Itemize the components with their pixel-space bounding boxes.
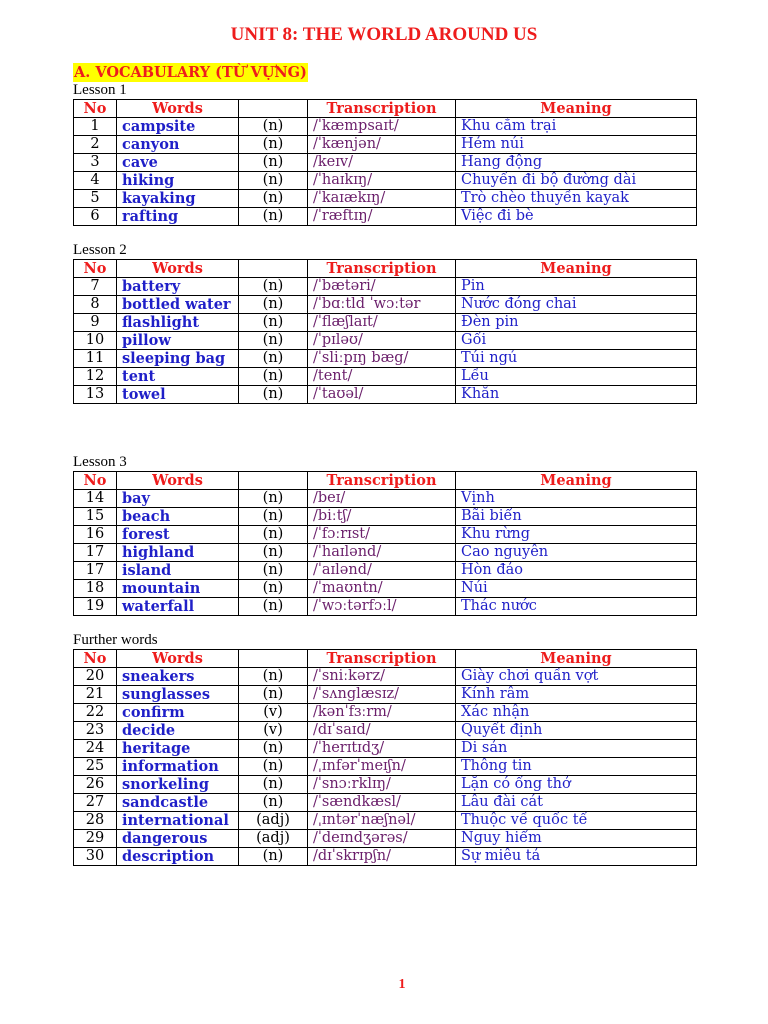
transcription: /beɪ/ bbox=[308, 490, 456, 508]
transcription: /kənˈfɜːrm/ bbox=[308, 704, 456, 722]
table-row bbox=[74, 562, 697, 580]
row-number: 26 bbox=[74, 776, 117, 794]
header-no: No bbox=[74, 650, 117, 668]
lesson-3-label: Lesson 3 bbox=[73, 454, 127, 470]
row-number: 19 bbox=[74, 598, 117, 616]
header-no: No bbox=[74, 100, 117, 118]
row-number: 14 bbox=[74, 490, 117, 508]
vocab-word: decide bbox=[117, 722, 239, 740]
header-row bbox=[74, 472, 697, 490]
transcription: /ˈherɪtɪdʒ/ bbox=[308, 740, 456, 758]
part-of-speech: (n) bbox=[239, 686, 308, 704]
table-row bbox=[74, 490, 697, 508]
vocab-word: sunglasses bbox=[117, 686, 239, 704]
row-number: 29 bbox=[74, 830, 117, 848]
vocab-word: hiking bbox=[117, 172, 239, 190]
table-row bbox=[74, 154, 697, 172]
meaning: Vịnh bbox=[456, 490, 697, 508]
transcription: /ˈpɪləʊ/ bbox=[308, 332, 456, 350]
meaning: Việc đi bè bbox=[456, 208, 697, 226]
part-of-speech: (v) bbox=[239, 704, 308, 722]
section-heading: A. VOCABULARY (TỪ VỰNG) bbox=[74, 64, 307, 81]
transcription: /ˈsændkæsl/ bbox=[308, 794, 456, 812]
table-row bbox=[74, 526, 697, 544]
header-row bbox=[74, 100, 697, 118]
part-of-speech: (n) bbox=[239, 668, 308, 686]
row-number: 7 bbox=[74, 278, 117, 296]
header-transcription: Transcription bbox=[308, 472, 456, 490]
meaning: Khăn bbox=[456, 386, 697, 404]
part-of-speech: (n) bbox=[239, 208, 308, 226]
table-row bbox=[74, 278, 697, 296]
vocab-word: description bbox=[117, 848, 239, 866]
row-number: 22 bbox=[74, 704, 117, 722]
meaning: Nguy hiểm bbox=[456, 830, 697, 848]
vocab-word: tent bbox=[117, 368, 239, 386]
table-row bbox=[74, 722, 697, 740]
row-number: 23 bbox=[74, 722, 117, 740]
meaning: Thông tin bbox=[456, 758, 697, 776]
header-words: Words bbox=[117, 260, 239, 278]
part-of-speech: (n) bbox=[239, 848, 308, 866]
row-number: 10 bbox=[74, 332, 117, 350]
transcription: /ˈræftɪŋ/ bbox=[308, 208, 456, 226]
table-row bbox=[74, 740, 697, 758]
header-meaning: Meaning bbox=[456, 260, 697, 278]
meaning: Đèn pin bbox=[456, 314, 697, 332]
transcription: /ˌɪntərˈnæʃnəl/ bbox=[308, 812, 456, 830]
table-row bbox=[74, 296, 697, 314]
meaning: Kính râm bbox=[456, 686, 697, 704]
meaning: Xác nhận bbox=[456, 704, 697, 722]
table-row bbox=[74, 136, 697, 154]
row-number: 4 bbox=[74, 172, 117, 190]
table-row bbox=[74, 598, 697, 616]
part-of-speech: (v) bbox=[239, 722, 308, 740]
part-of-speech: (adj) bbox=[239, 812, 308, 830]
meaning: Sự miêu tả bbox=[456, 848, 697, 866]
part-of-speech: (n) bbox=[239, 580, 308, 598]
transcription: /tent/ bbox=[308, 368, 456, 386]
header-pos bbox=[239, 100, 308, 118]
row-number: 30 bbox=[74, 848, 117, 866]
table-row bbox=[74, 208, 697, 226]
meaning: Bãi biển bbox=[456, 508, 697, 526]
vocab-word: beach bbox=[117, 508, 239, 526]
vocab-word: canyon bbox=[117, 136, 239, 154]
meaning: Lâu đài cát bbox=[456, 794, 697, 812]
meaning: Khu rừng bbox=[456, 526, 697, 544]
vocab-word: highland bbox=[117, 544, 239, 562]
vocab-word: mountain bbox=[117, 580, 239, 598]
vocab-word: international bbox=[117, 812, 239, 830]
meaning: Gối bbox=[456, 332, 697, 350]
part-of-speech: (n) bbox=[239, 386, 308, 404]
transcription: /ˈbætəri/ bbox=[308, 278, 456, 296]
vocab-word: confirm bbox=[117, 704, 239, 722]
table-row bbox=[74, 386, 697, 404]
transcription: /ˈhaɪlənd/ bbox=[308, 544, 456, 562]
row-number: 21 bbox=[74, 686, 117, 704]
header-meaning: Meaning bbox=[456, 650, 697, 668]
meaning: Giày chơi quần vợt bbox=[456, 668, 697, 686]
row-number: 25 bbox=[74, 758, 117, 776]
row-number: 1 bbox=[74, 118, 117, 136]
row-number: 27 bbox=[74, 794, 117, 812]
meaning: Pin bbox=[456, 278, 697, 296]
header-meaning: Meaning bbox=[456, 100, 697, 118]
part-of-speech: (n) bbox=[239, 776, 308, 794]
table-row bbox=[74, 544, 697, 562]
part-of-speech: (n) bbox=[239, 118, 308, 136]
vocab-word: flashlight bbox=[117, 314, 239, 332]
vocab-word: dangerous bbox=[117, 830, 239, 848]
row-number: 11 bbox=[74, 350, 117, 368]
transcription: /ˈflæʃlaɪt/ bbox=[308, 314, 456, 332]
header-words: Words bbox=[117, 650, 239, 668]
row-number: 18 bbox=[74, 580, 117, 598]
header-words: Words bbox=[117, 472, 239, 490]
transcription: /ˈhaɪkɪŋ/ bbox=[308, 172, 456, 190]
vocab-word: rafting bbox=[117, 208, 239, 226]
table-row bbox=[74, 686, 697, 704]
vocab-word: battery bbox=[117, 278, 239, 296]
table-row bbox=[74, 332, 697, 350]
row-number: 12 bbox=[74, 368, 117, 386]
header-row bbox=[74, 260, 697, 278]
vocab-word: campsite bbox=[117, 118, 239, 136]
meaning: Túi ngủ bbox=[456, 350, 697, 368]
lesson-2-label: Lesson 2 bbox=[73, 242, 127, 258]
meaning: Lặn có ống thở bbox=[456, 776, 697, 794]
part-of-speech: (n) bbox=[239, 526, 308, 544]
meaning: Hang động bbox=[456, 154, 697, 172]
part-of-speech: (n) bbox=[239, 314, 308, 332]
vocab-word: bay bbox=[117, 490, 239, 508]
header-transcription: Transcription bbox=[308, 650, 456, 668]
meaning: Di sản bbox=[456, 740, 697, 758]
table-row bbox=[74, 190, 697, 208]
transcription: /ˌɪnfərˈmeɪʃn/ bbox=[308, 758, 456, 776]
part-of-speech: (n) bbox=[239, 758, 308, 776]
row-number: 16 bbox=[74, 526, 117, 544]
table-row bbox=[74, 848, 697, 866]
transcription: /dɪˈskrɪpʃn/ bbox=[308, 848, 456, 866]
meaning: Khu cắm trại bbox=[456, 118, 697, 136]
meaning: Chuyến đi bộ đường dài bbox=[456, 172, 697, 190]
vocab-word: waterfall bbox=[117, 598, 239, 616]
table-row bbox=[74, 794, 697, 812]
row-number: 9 bbox=[74, 314, 117, 332]
row-number: 28 bbox=[74, 812, 117, 830]
transcription: /ˈkaɪækɪŋ/ bbox=[308, 190, 456, 208]
transcription: /ˈkæmpsaɪt/ bbox=[308, 118, 456, 136]
row-number: 3 bbox=[74, 154, 117, 172]
meaning: Hẻm núi bbox=[456, 136, 697, 154]
table-row bbox=[74, 776, 697, 794]
lesson-1-label: Lesson 1 bbox=[73, 82, 127, 98]
page-title: UNIT 8: THE WORLD AROUND US bbox=[230, 24, 538, 45]
vocab-word: heritage bbox=[117, 740, 239, 758]
transcription: /ˈwɔːtərfɔːl/ bbox=[308, 598, 456, 616]
header-pos bbox=[239, 650, 308, 668]
part-of-speech: (n) bbox=[239, 136, 308, 154]
vocab-word: sleeping bag bbox=[117, 350, 239, 368]
meaning: Quyết định bbox=[456, 722, 697, 740]
meaning: Trò chèo thuyền kayak bbox=[456, 190, 697, 208]
vocab-word: island bbox=[117, 562, 239, 580]
part-of-speech: (adj) bbox=[239, 830, 308, 848]
row-number: 20 bbox=[74, 668, 117, 686]
transcription: /ˈaɪlənd/ bbox=[308, 562, 456, 580]
header-meaning: Meaning bbox=[456, 472, 697, 490]
header-no: No bbox=[74, 472, 117, 490]
table-row bbox=[74, 172, 697, 190]
transcription: /ˈsniːkərz/ bbox=[308, 668, 456, 686]
table-row bbox=[74, 830, 697, 848]
page-number: 1 bbox=[398, 977, 406, 992]
part-of-speech: (n) bbox=[239, 332, 308, 350]
vocab-word: bottled water bbox=[117, 296, 239, 314]
vocab-word: pillow bbox=[117, 332, 239, 350]
transcription: /ˈbɑːtld ˈwɔːtər bbox=[308, 296, 456, 314]
table-row bbox=[74, 812, 697, 830]
meaning: Núi bbox=[456, 580, 697, 598]
transcription: /ˈsnɔːrklɪŋ/ bbox=[308, 776, 456, 794]
table-row bbox=[74, 350, 697, 368]
part-of-speech: (n) bbox=[239, 508, 308, 526]
part-of-speech: (n) bbox=[239, 544, 308, 562]
meaning: Cao nguyên bbox=[456, 544, 697, 562]
row-number: 17 bbox=[74, 562, 117, 580]
vocab-word: snorkeling bbox=[117, 776, 239, 794]
meaning: Lều bbox=[456, 368, 697, 386]
table-row bbox=[74, 704, 697, 722]
vocab-word: towel bbox=[117, 386, 239, 404]
transcription: /ˈfɔːrɪst/ bbox=[308, 526, 456, 544]
part-of-speech: (n) bbox=[239, 740, 308, 758]
table-row bbox=[74, 118, 697, 136]
meaning: Thuộc về quốc tế bbox=[456, 812, 697, 830]
lesson-3-table bbox=[73, 471, 697, 616]
header-words: Words bbox=[117, 100, 239, 118]
part-of-speech: (n) bbox=[239, 562, 308, 580]
table-row bbox=[74, 668, 697, 686]
row-number: 5 bbox=[74, 190, 117, 208]
vocab-word: sneakers bbox=[117, 668, 239, 686]
header-pos bbox=[239, 472, 308, 490]
transcription: /ˈsliːpɪŋ bæg/ bbox=[308, 350, 456, 368]
row-number: 24 bbox=[74, 740, 117, 758]
header-no: No bbox=[74, 260, 117, 278]
table-row bbox=[74, 758, 697, 776]
transcription: /keɪv/ bbox=[308, 154, 456, 172]
row-number: 15 bbox=[74, 508, 117, 526]
header-transcription: Transcription bbox=[308, 100, 456, 118]
lesson-2-table bbox=[73, 259, 697, 404]
part-of-speech: (n) bbox=[239, 368, 308, 386]
part-of-speech: (n) bbox=[239, 296, 308, 314]
part-of-speech: (n) bbox=[239, 350, 308, 368]
part-of-speech: (n) bbox=[239, 598, 308, 616]
vocab-word: cave bbox=[117, 154, 239, 172]
part-of-speech: (n) bbox=[239, 172, 308, 190]
part-of-speech: (n) bbox=[239, 794, 308, 812]
transcription: /dɪˈsaɪd/ bbox=[308, 722, 456, 740]
table-row bbox=[74, 580, 697, 598]
transcription: /ˈkænjən/ bbox=[308, 136, 456, 154]
transcription: /biːtʃ/ bbox=[308, 508, 456, 526]
row-number: 6 bbox=[74, 208, 117, 226]
transcription: /ˈsʌnglæsɪz/ bbox=[308, 686, 456, 704]
meaning: Nước đóng chai bbox=[456, 296, 697, 314]
row-number: 17 bbox=[74, 544, 117, 562]
vocab-word: forest bbox=[117, 526, 239, 544]
further-words-table bbox=[73, 649, 697, 866]
header-row bbox=[74, 650, 697, 668]
table-row bbox=[74, 314, 697, 332]
part-of-speech: (n) bbox=[239, 490, 308, 508]
meaning: Thác nước bbox=[456, 598, 697, 616]
part-of-speech: (n) bbox=[239, 278, 308, 296]
table-row bbox=[74, 508, 697, 526]
header-pos bbox=[239, 260, 308, 278]
table-row bbox=[74, 368, 697, 386]
transcription: /ˈmaʊntn/ bbox=[308, 580, 456, 598]
meaning: Hòn đảo bbox=[456, 562, 697, 580]
header-transcription: Transcription bbox=[308, 260, 456, 278]
part-of-speech: (n) bbox=[239, 190, 308, 208]
lesson-1-table bbox=[73, 99, 697, 226]
part-of-speech: (n) bbox=[239, 154, 308, 172]
vocab-word: kayaking bbox=[117, 190, 239, 208]
further-words-label: Further words bbox=[73, 632, 158, 648]
vocab-word: sandcastle bbox=[117, 794, 239, 812]
row-number: 2 bbox=[74, 136, 117, 154]
row-number: 13 bbox=[74, 386, 117, 404]
transcription: /ˈdeɪndʒərəs/ bbox=[308, 830, 456, 848]
transcription: /ˈtaʊəl/ bbox=[308, 386, 456, 404]
row-number: 8 bbox=[74, 296, 117, 314]
vocab-word: information bbox=[117, 758, 239, 776]
